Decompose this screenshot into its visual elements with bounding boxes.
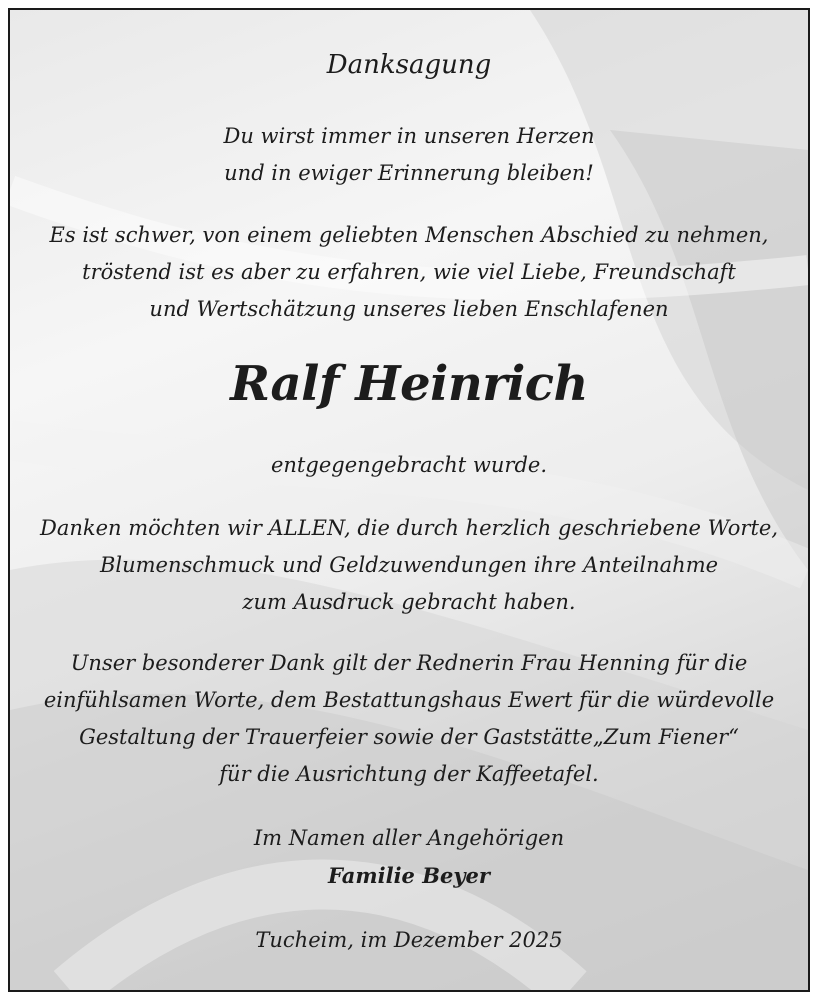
notice-heading: Danksagung: [326, 50, 492, 80]
special-thanks-line: für die Ausrichtung der Kaffeetafel.: [219, 762, 599, 786]
received-text: entgegengebracht wurde.: [270, 453, 547, 477]
intro-block: [10, 217, 808, 328]
verse-line: und in ewiger Erinnerung bleiben!: [224, 161, 594, 185]
received-line: [10, 447, 808, 484]
intro-line: tröstend ist es aber zu erfahren, wie viel Liebe, Freundschaft: [82, 260, 736, 284]
verse-line: Du wirst immer in unseren Herzen: [223, 124, 595, 148]
special-thanks-line: einfühlsamen Worte, dem Bestattungshaus Ewert für die würdevolle: [43, 688, 775, 712]
intro-line: Es ist schwer, von einem geliebten Menschen Abschied zu nehmen,: [49, 223, 769, 247]
notice-content: [10, 10, 808, 990]
special-thanks-line: Gestaltung der Trauerfeier sowie der Gaststätte„Zum Fiener“: [79, 725, 739, 749]
special-thanks-line: Unser besonderer Dank gilt der Rednerin Frau Henning für die: [70, 651, 748, 675]
special-thanks-block: [10, 645, 808, 793]
verse-block: [10, 118, 808, 192]
intro-line: und Wertschätzung unseres lieben Enschlafenen: [149, 297, 669, 321]
place-date-block: [10, 922, 808, 959]
signature-block: [10, 820, 808, 894]
deceased-name: Ralf Heinrich: [230, 356, 588, 412]
obituary-notice: [8, 8, 810, 992]
signature-family: Familie Beyer: [328, 863, 490, 888]
thanks-all-line: Danken möchten wir ALLEN, die durch herzlich geschriebene Worte,: [40, 516, 778, 540]
place-date: Tucheim, im Dezember 2025: [255, 928, 563, 952]
signature-intro: Im Namen aller Angehörigen: [253, 826, 565, 850]
thanks-all-line: zum Ausdruck gebracht haben.: [242, 590, 576, 614]
thanks-all-block: [10, 510, 808, 621]
thanks-all-line: Blumenschmuck und Geldzuwendungen ihre Anteilnahme: [99, 553, 719, 577]
